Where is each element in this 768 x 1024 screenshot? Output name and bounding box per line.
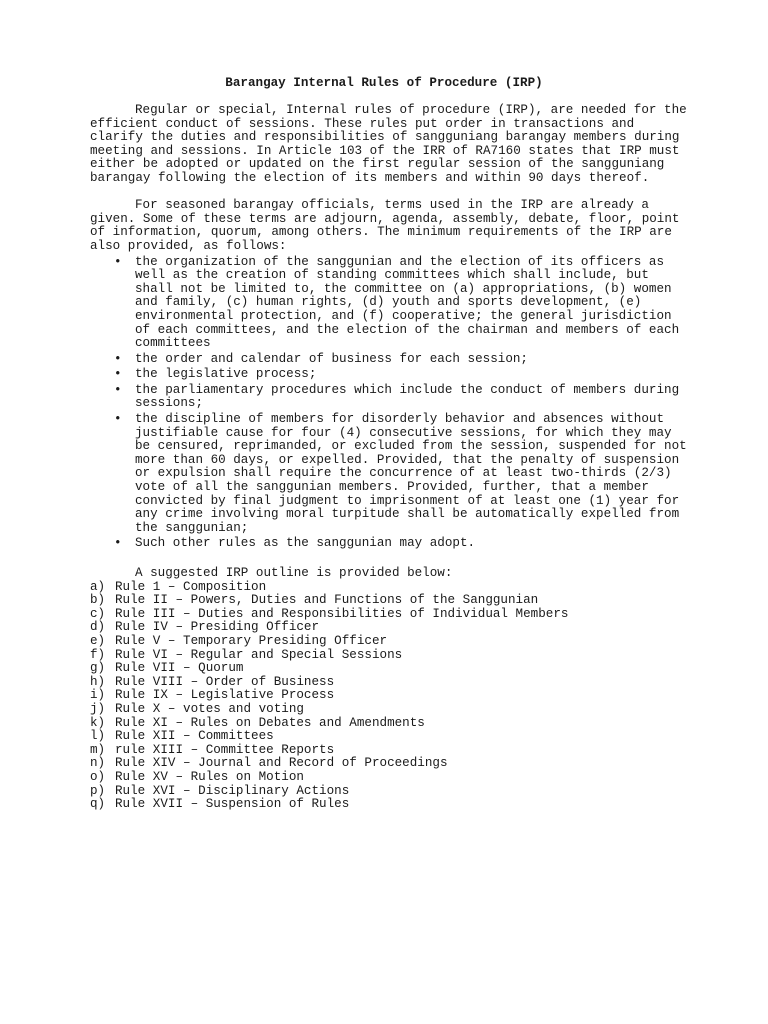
outline-item [90,717,690,731]
outline-item [90,621,690,635]
outline-item-letter: m) [90,742,106,757]
outline-item [90,689,690,703]
outline-item [90,608,690,622]
outline-item-text: Rule XI – Rules on Debates and Amendments [115,715,425,730]
outline-item-letter: j) [90,701,106,716]
requirement-item: • the discipline of members for disorderly behavior and absences without justifiable cause for four (4) consecutive sessions, for which they may be censured, reprimanded, or excluded from the session, suspended for not more than 60 days, or expelled. Provided, that the penalty of suspension or expulsion shall require the concurrence of at least two-thirds (2/3) vote of all the sanggunian members. Provided, further, that a member convicted by final judgment to imprisonment of at least one (1) year for any crime involving moral turpitude shall be automatically expelled from the sanggunian; [90,413,690,535]
outline-item-text: Rule XII – Committees [115,729,274,744]
outline-item-text: Rule XVII – Suspension of Rules [115,797,350,812]
requirements-list [90,256,690,551]
outline-item [90,635,690,649]
outline-item-letter: k) [90,715,106,730]
outline-item-letter: e) [90,633,106,648]
outline-item-letter: c) [90,606,106,621]
document-body [90,104,690,581]
requirement-item: • the organization of the sanggunian and the election of its officers as well as the creation of standing committees which shall include, but shall not be limited to, the committee on (a) appropriations, (b) women and family, (c) human rights, (d) youth and sports development, (e) environmental protection, and (f) cooperative; the general jurisdiction of each committees, and the election of the chairman and members of each committees [90,256,690,351]
outline-intro: A suggested IRP outline is provided below: [135,566,453,580]
outline-item-letter: d) [90,620,106,635]
outline-item [90,662,690,676]
outline-item-letter: f) [90,647,106,662]
requirements-paragraph: For seasoned barangay officials, terms used in the IRP are already a given. Some of these terms are adjourn, agenda, assembly, debate, floor, point of information, quorum, among others. The minimum requirements of the IRP are also provided, as follows: [90,198,680,253]
outline-item-text: Rule XVI – Disciplinary Actions [115,783,350,798]
outline-item-letter: o) [90,769,106,784]
outline-item [90,757,690,771]
outline-item [90,744,690,758]
intro-paragraph: Regular or special, Internal rules of procedure (IRP), are needed for the efficient conduct of sessions. These rules put order in transactions and clarify the duties and responsibilities of sangguniang barangay members during meeting and sessions. In Article 103 of the IRR of RA7160 states that IRP must either be adopted or updated on the first regular session of the sangguniang barangay following the election of its members and within 90 days thereof. [90,103,687,185]
requirement-item: • Such other rules as the sanggunian may adopt. [90,537,690,551]
outline-item-letter: p) [90,783,106,798]
outline-item [90,594,690,608]
outline-item [90,581,690,595]
outline-item [90,703,690,717]
outline-item-letter: g) [90,661,106,676]
outline-item-text: Rule 1 – Composition [115,579,267,594]
outline-item-text: Rule IX – Legislative Process [115,688,335,703]
outline-item [90,730,690,744]
document-title: Barangay Internal Rules of Procedure (IRP) [225,76,543,90]
outline-item [90,649,690,663]
outline-item-letter: l) [90,729,106,744]
requirement-item: • the parliamentary procedures which include the conduct of members during sessions; [90,384,690,411]
outline-item [90,785,690,799]
outline-item-letter: h) [90,674,106,689]
outline-item-text: Rule X – votes and voting [115,701,304,716]
requirement-item: • the order and calendar of business for each session; [90,353,690,367]
outline-item-text: Rule XV – Rules on Motion [115,769,304,784]
outline-item-text: Rule VI – Regular and Special Sessions [115,647,403,662]
outline-item-text: Rule IV – Presiding Officer [115,620,320,635]
outline-item-text: Rule VII – Quorum [115,661,244,676]
outline-item [90,771,690,785]
outline-item [90,676,690,690]
outline-item-text: Rule VIII – Order of Business [115,674,335,689]
outline-item-letter: a) [90,579,106,594]
outline-list [90,581,690,812]
irp-outline [90,567,690,581]
outline-item-letter: b) [90,593,106,608]
outline-item-letter: i) [90,688,106,703]
requirement-item: • the legislative process; [90,368,690,382]
outline-item-text: Rule XIV – Journal and Record of Proceedings [115,756,448,771]
outline-item-text: rule XIII – Committee Reports [115,742,335,757]
outline-item-letter: n) [90,756,106,771]
outline-item-text: Rule II – Powers, Duties and Functions of the Sanggunian [115,593,539,608]
outline-item [90,798,690,812]
outline-item-text: Rule V – Temporary Presiding Officer [115,633,388,648]
outline-item-letter: q) [90,797,106,812]
outline-item-text: Rule III – Duties and Responsibilities of Individual Members [115,606,569,621]
